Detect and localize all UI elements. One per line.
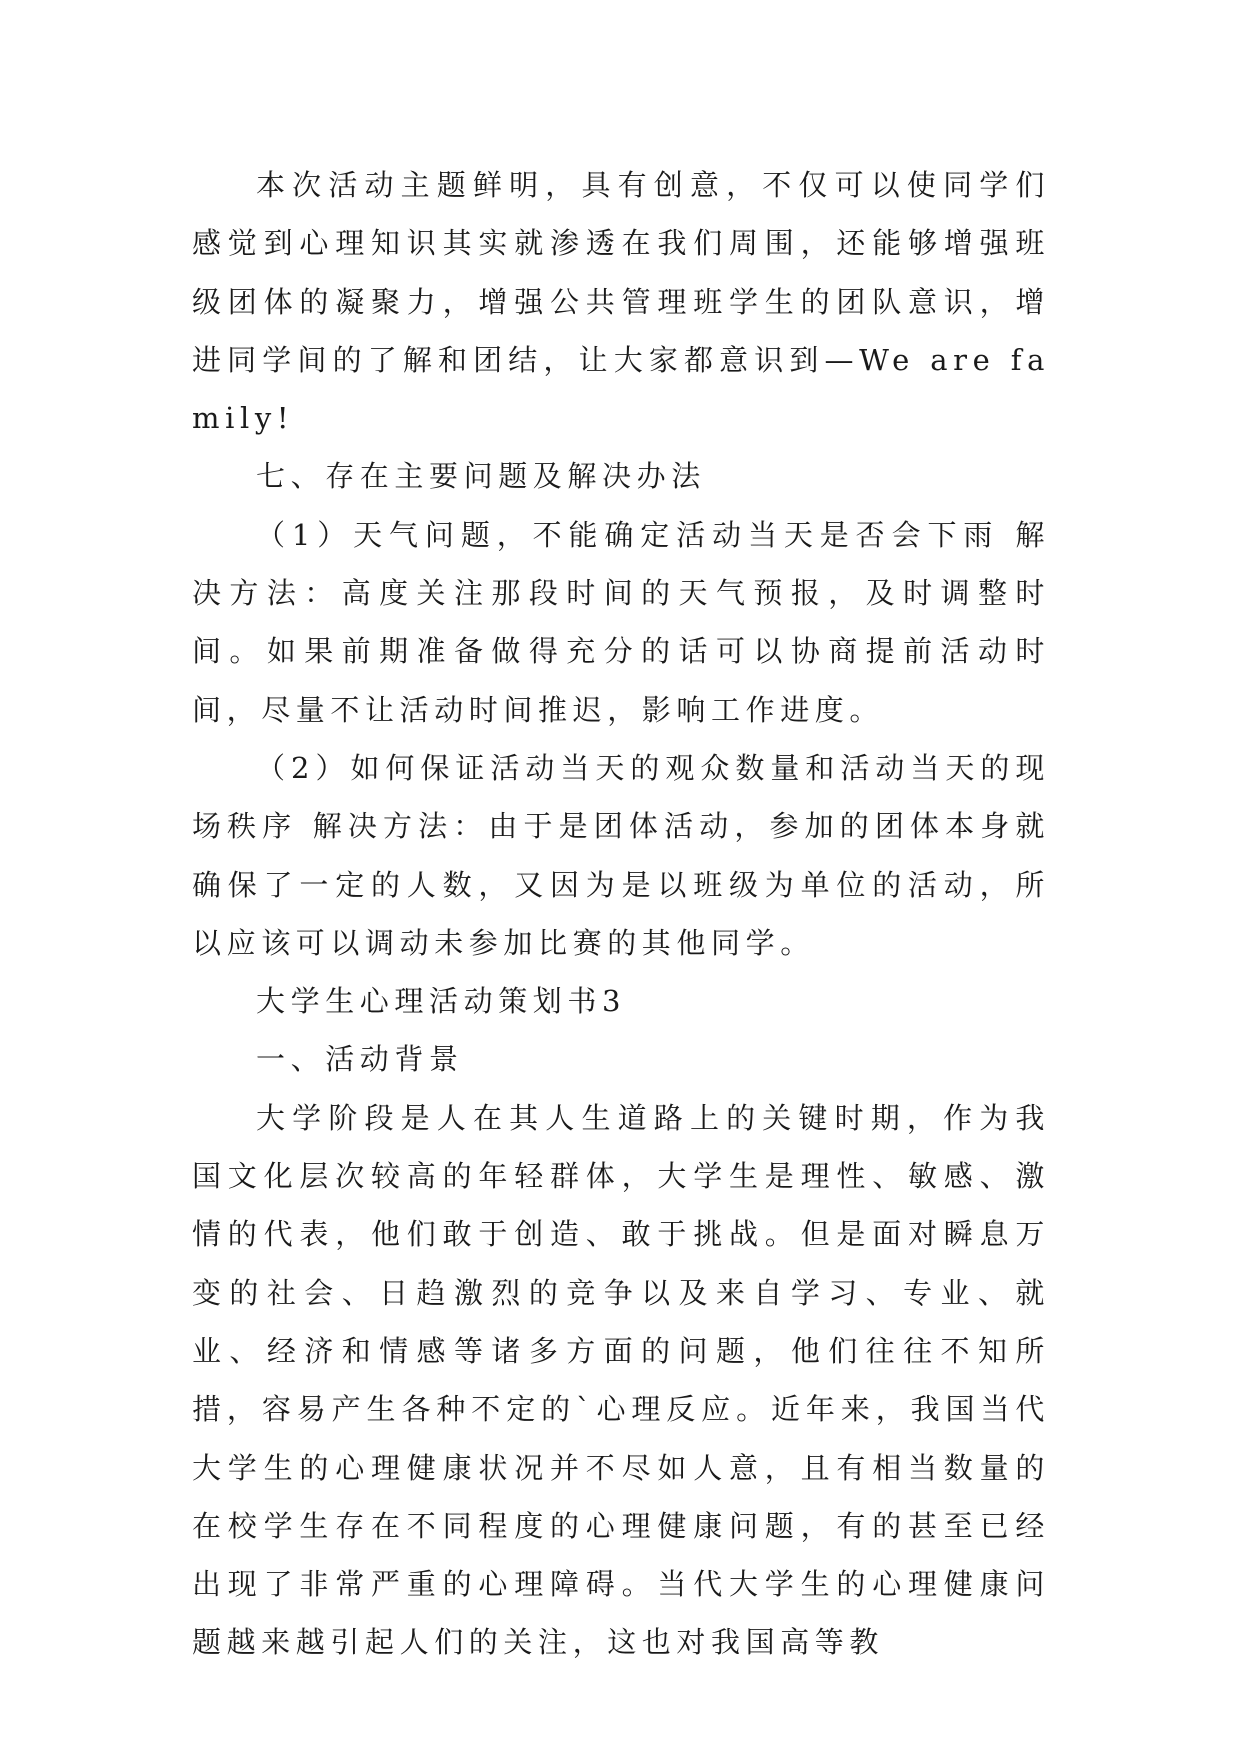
paragraph-audience-problem: （2）如何保证活动当天的观众数量和活动当天的现场秩序 解决方法：由于是团体活动，参加的团体本身就确保了一定的人数，又因为是以班级为单位的活动，所以应该可以调动未参加比赛的其他同学。	[192, 750, 1050, 960]
paragraph-activity-summary: 本次活动主题鲜明，具有创意，不仅可以使同学们感觉到心理知识其实就渗透在我们周围，还能够增强班级团体的凝聚力，增强公共管理班学生的团队意识，增进同学间的了解和团结，让大家都意识到—We are family!	[192, 168, 1050, 436]
paragraph-background-body: 大学阶段是人在其人生道路上的关键时期，作为我国文化层次较高的年轻群体，大学生是理性、敏感、激情的代表，他们敢于创造、敢于挑战。但是面对瞬息万变的社会、日趋激烈的竞争以及来自学习、专业、就业、经济和情感等诸多方面的问题，他们往往不知所措，容易产生各种不定的`心理反应。近年来，我国当代大学生的心理健康状况并不尽如人意，且有相当数量的在校学生存在不同程度的心理健康问题，有的甚至已经出现了非常严重的心理障碍。当代大学生的心理健康问题越来越引起人们的关注，这也对我国高等教	[192, 1100, 1050, 1660]
heading-activity-background: 一、活动背景	[256, 1042, 464, 1077]
document-page	[192, 156, 1050, 1672]
heading-problems-and-solutions: 七、存在主要问题及解决办法	[256, 459, 706, 494]
section-title-plan-3: 大学生心理活动策划书3	[256, 984, 627, 1019]
paragraph-weather-problem: （1）天气问题，不能确定活动当天是否会下雨 解决方法：高度关注那段时间的天气预报，及时调整时间。如果前期准备做得充分的话可以协商提前活动时间，尽量不让活动时间推迟，影响工作进度。	[192, 517, 1050, 727]
